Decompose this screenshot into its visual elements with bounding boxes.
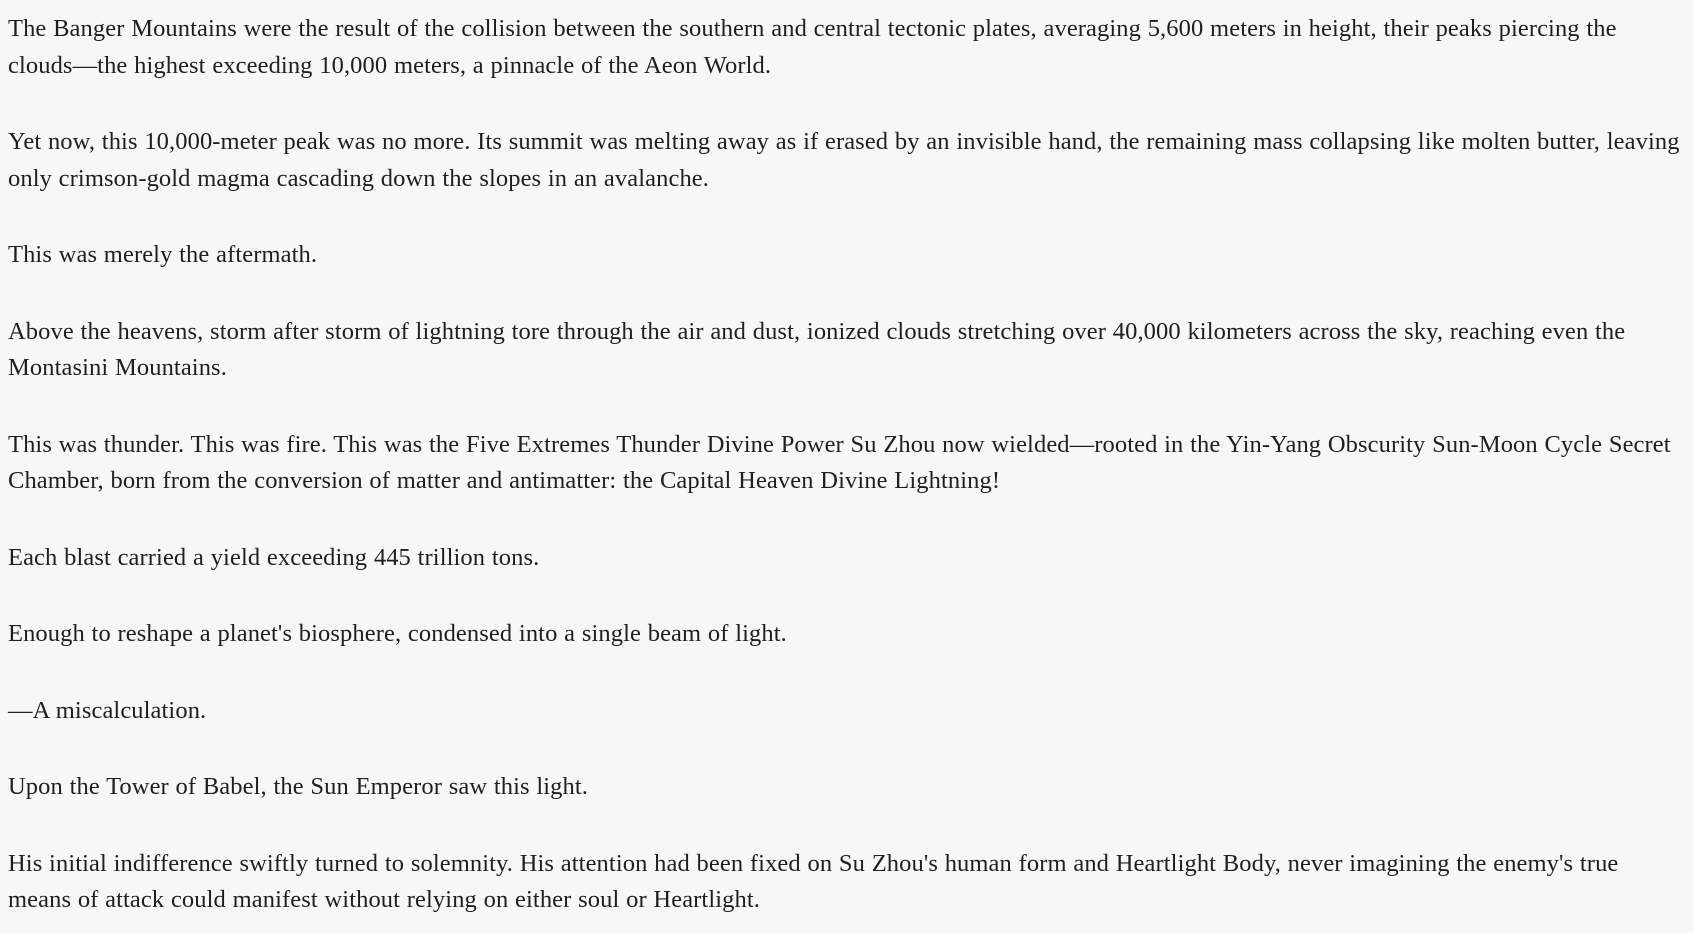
paragraph: This was thunder. This was fire. This was the Five Extremes Thunder Divine Power Su Zhou now wielded—rooted in the Yin-Yang Obscurity Sun-Moon Cycle Secret Chamber, born from the conversion of matter and antimatter: the Capital Heaven Divine Lightning!	[8, 430, 1671, 494]
paragraph: This was merely the aftermath.	[8, 241, 318, 268]
paragraph: Each blast carried a yield exceeding 445 trillion tons.	[8, 543, 540, 571]
paragraph: Above the heavens, storm after storm of lightning tore through the air and dust, ionized clouds stretching over 40,000 kilometers across the sky, reaching even the Montasini Mountains.	[8, 317, 1626, 381]
paragraph: Yet now, this 10,000-meter peak was no more. Its summit was melting away as if erased by an invisible hand, the remaining mass collapsing like molten butter, leaving only crimson-gold magma cascading down the slopes in an avalanche.	[8, 128, 1680, 192]
paragraph: His initial indifference swiftly turned to solemnity. His attention had been fixed on Su Zhou's human form and Heartlight Body, never imagining the enemy's true means of attack could manifest without relying on either soul or Heartlight.	[8, 849, 1619, 913]
paragraph: The Banger Mountains were the result of the collision between the southern and central tectonic plates, averaging 5,600 meters in height, their peaks piercing the clouds—the highest exceeding 10,000 meters, a pinnacle of the Aeon World.	[8, 15, 1617, 79]
paragraph: —A miscalculation.	[8, 696, 207, 724]
paragraph: Upon the Tower of Babel, the Sun Emperor saw this light.	[8, 773, 589, 800]
paragraph: Enough to reshape a planet's biosphere, condensed into a single beam of light.	[8, 620, 787, 647]
